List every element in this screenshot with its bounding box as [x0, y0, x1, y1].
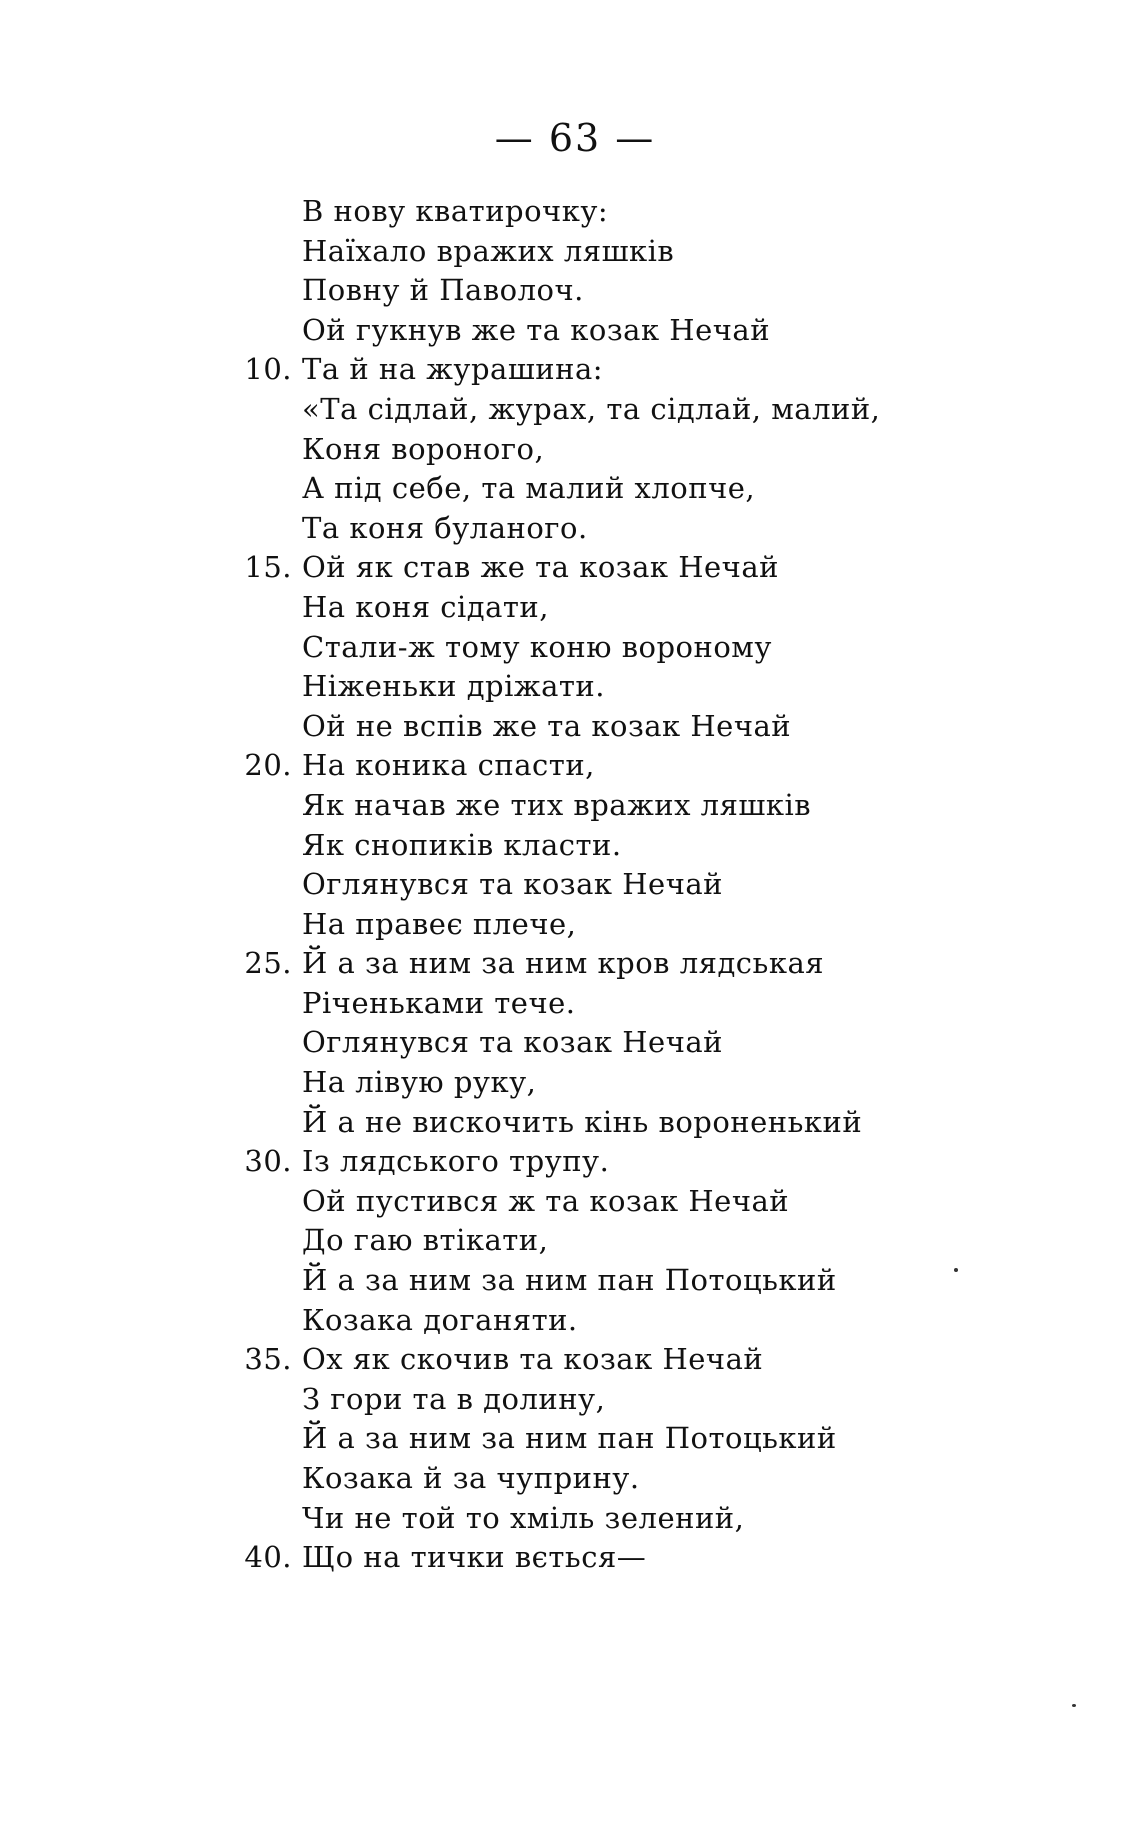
- poem-line: [230, 469, 1130, 509]
- poem-line: [230, 350, 1130, 390]
- line-text: Ой гукнув же та козак Нечай: [302, 312, 771, 347]
- poem-text: [230, 192, 1130, 1578]
- poem-line: [230, 667, 1130, 707]
- line-text: Й а за ним за ним кров лядськая: [302, 946, 825, 981]
- poem-line: [230, 192, 1130, 232]
- line-number: 15.: [244, 550, 292, 585]
- poem-line: [230, 1538, 1130, 1578]
- poem-line: [230, 509, 1130, 549]
- poem-line: [230, 1499, 1130, 1539]
- line-text: «Та сідлай, журах, та сідлай, малий,: [302, 391, 881, 426]
- poem-line: [230, 271, 1130, 311]
- poem-line: [230, 628, 1130, 668]
- line-text: Ой як став же та козак Нечай: [302, 550, 779, 585]
- poem-line: [230, 1142, 1130, 1182]
- line-text: З гори та в долину,: [302, 1381, 606, 1416]
- line-text: Із лядського трупу.: [302, 1144, 610, 1179]
- poem-line: [230, 430, 1130, 470]
- poem-line: [230, 1459, 1130, 1499]
- line-text: Оглянувся та козак Нечай: [302, 1025, 723, 1060]
- poem-line: [230, 390, 1130, 430]
- scan-speck: [1072, 1704, 1076, 1707]
- line-text: Коня вороного,: [302, 431, 545, 466]
- line-text: Як начав же тих вражих ляшків: [302, 787, 812, 822]
- line-text: На коника спасти,: [302, 748, 595, 783]
- line-text: Ніженьки дріжати.: [302, 669, 605, 704]
- scan-speck: [954, 1268, 958, 1272]
- poem-line: [230, 944, 1130, 984]
- line-text: Повну й Паволоч.: [302, 273, 584, 308]
- line-text: Ох як скочив та козак Нечай: [302, 1342, 764, 1377]
- line-text: А під себе, та малий хлопче,: [302, 471, 756, 506]
- poem-line: [230, 905, 1130, 945]
- poem-line: [230, 1380, 1130, 1420]
- line-text: До гаю втікати,: [302, 1223, 549, 1258]
- line-text: Й а не вискочить кінь вороненький: [302, 1104, 863, 1139]
- poem-line: [230, 826, 1130, 866]
- line-text: Що на тички вється—: [302, 1540, 647, 1575]
- poem-line: [230, 1221, 1130, 1261]
- poem-line: [230, 232, 1130, 272]
- line-text: Козака й за чуприну.: [302, 1461, 640, 1495]
- line-text: Та коня буланого.: [302, 510, 588, 545]
- line-text: На коня сідати,: [302, 589, 549, 624]
- line-number: 25.: [244, 946, 292, 981]
- poem-line: [230, 588, 1130, 628]
- line-text: Ой не вспів же та козак Нечай: [302, 708, 792, 743]
- line-text: Й а за ним за ним пан Потоцький: [302, 1421, 837, 1456]
- poem-line: [230, 1063, 1130, 1103]
- line-text: В нову кватирочку:: [302, 194, 609, 228]
- poem-line: [230, 707, 1130, 747]
- line-text: Ой пустився ж та козак Нечай: [302, 1183, 790, 1218]
- poem-line: [230, 1261, 1130, 1301]
- line-text: Козака доганяти.: [302, 1302, 578, 1337]
- page-number: — 63 —: [494, 116, 656, 160]
- poem-line: [230, 1103, 1130, 1143]
- poem-line: [230, 1301, 1130, 1341]
- line-text: Оглянувся та козак Нечай: [302, 867, 723, 902]
- poem-line: [230, 1023, 1130, 1063]
- line-text: Стали-ж тому коню вороному: [302, 629, 772, 664]
- line-text: Й а за ним за ним пан Потоцький: [302, 1263, 837, 1298]
- poem-line: [230, 1419, 1130, 1459]
- poem-line: [230, 1182, 1130, 1222]
- line-text: На правеє плече,: [302, 906, 577, 941]
- poem-line: [230, 746, 1130, 786]
- line-number: 10.: [244, 352, 292, 387]
- line-text: Як снопиків класти.: [302, 827, 622, 862]
- poem-line: [230, 548, 1130, 588]
- line-text: Та й на журашина:: [302, 352, 604, 387]
- line-number: 35.: [244, 1342, 292, 1377]
- line-text: Наїхало вражих ляшків: [302, 233, 675, 268]
- line-text: Річеньками тече.: [302, 985, 576, 1020]
- poem-line: [230, 786, 1130, 826]
- line-text: На лівую руку,: [302, 1065, 537, 1100]
- line-number: 40.: [244, 1540, 292, 1575]
- poem-line: [230, 1340, 1130, 1380]
- poem-line: [230, 311, 1130, 351]
- poem-line: [230, 984, 1130, 1024]
- line-number: 30.: [244, 1144, 292, 1179]
- poem-line: [230, 865, 1130, 905]
- line-number: 20.: [244, 748, 292, 783]
- line-text: Чи не той то хміль зелений,: [302, 1500, 745, 1535]
